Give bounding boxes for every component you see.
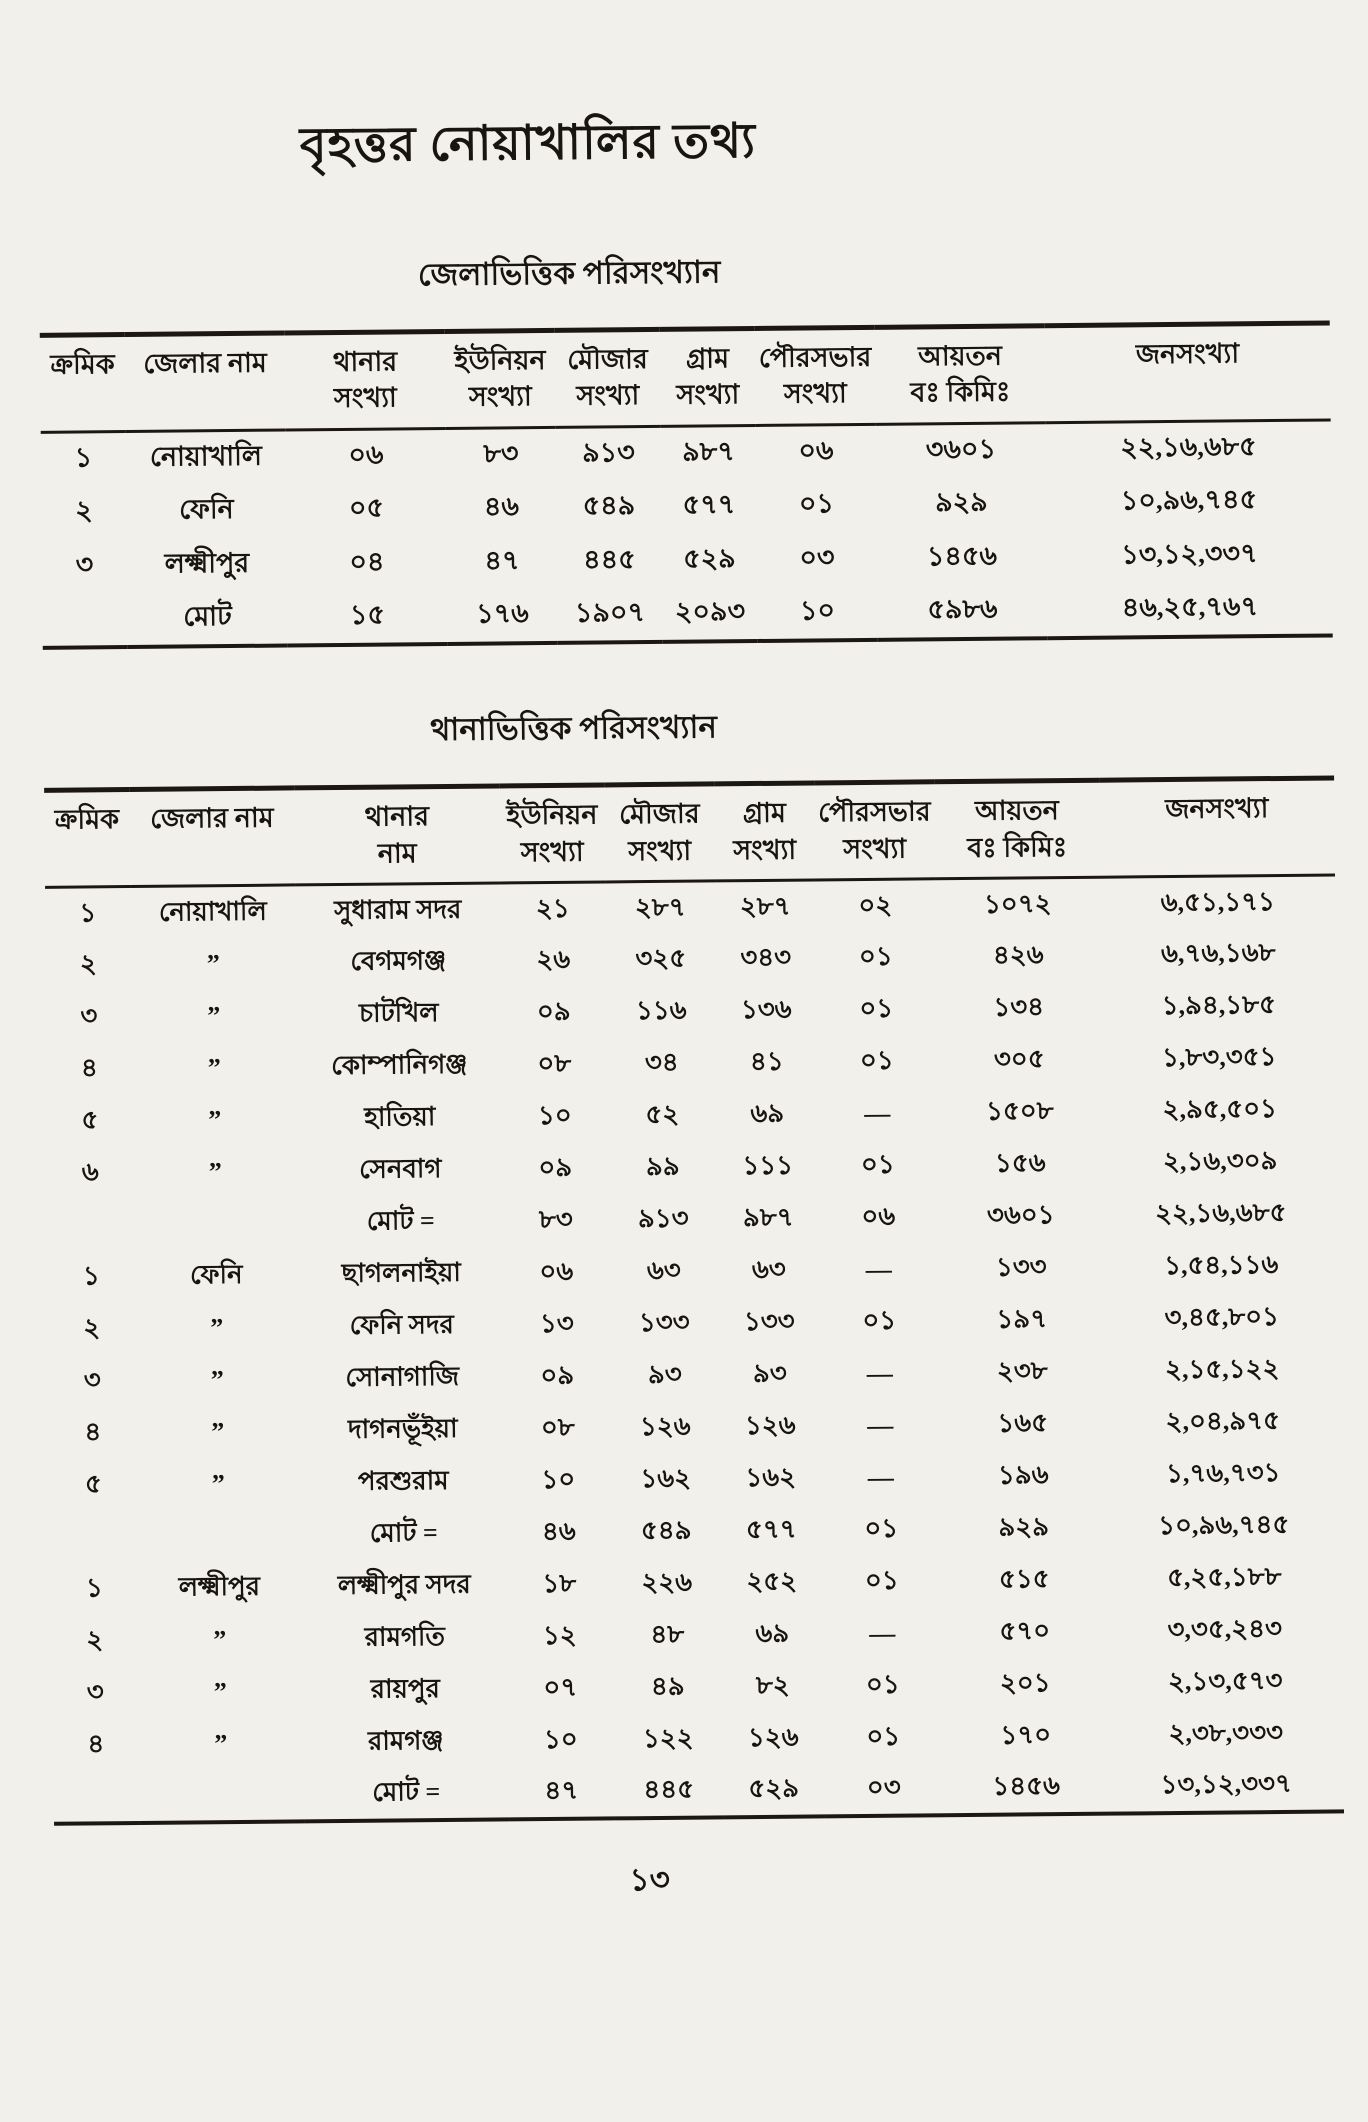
cell-mouza-count: ৬৩ — [646, 1255, 681, 1285]
cell-area: ৯২৯ — [934, 486, 988, 518]
cell-thana-name: রায়পুর — [370, 1673, 440, 1704]
cell-area: ১৭০ — [1000, 1719, 1052, 1750]
column-header-thana-count: থানার সংখ্যা — [285, 331, 446, 429]
cell-municipality-count: ০১ — [798, 488, 835, 519]
cell-thana-name: বেগমগঞ্জ — [350, 945, 447, 976]
cell-population: ৫,২৫,১৮৮ — [1166, 1561, 1282, 1592]
thana-table — [44, 776, 1344, 1826]
cell-population: ১৩,১২,৩৩৭ — [1160, 1768, 1293, 1799]
cell-union-count: ১০ — [537, 1100, 572, 1130]
cell-union-count: ১৮ — [542, 1568, 577, 1598]
cell-village-count: ৪১ — [749, 1046, 784, 1076]
cell-union-count: ২১ — [535, 893, 570, 923]
cell-population: ২,১৩,৫৭৩ — [1167, 1665, 1283, 1696]
cell-serial: ৩ — [75, 549, 94, 580]
cell-village-count: ৯৮৭ — [742, 1202, 794, 1232]
cell-area: ১৪৫৬ — [926, 540, 998, 572]
page-content — [38, 99, 1345, 1913]
feni-group — [49, 1239, 1342, 1563]
cell-thana-count: ০৪ — [349, 546, 385, 577]
cell-union-count: ০৮ — [540, 1412, 575, 1442]
cell-district: ” — [208, 1156, 222, 1187]
cell-union-count: ০৬ — [539, 1256, 574, 1286]
cell-district: ” — [210, 1364, 224, 1395]
cell-village-count: ১৩৬ — [740, 994, 792, 1024]
cell-municipality-count: — — [866, 1358, 893, 1388]
cell-serial: ২ — [86, 1625, 104, 1655]
cell-municipality-count: ০১ — [864, 1513, 899, 1543]
column-header-district: জেলার নাম — [129, 788, 295, 886]
column-header-population: জনসংখ্যা — [1045, 323, 1331, 423]
cell-thana-name: পরশুরাম — [357, 1465, 449, 1496]
cell-population: ২২,১৬,৬৮৫ — [1154, 1197, 1287, 1228]
cell-mouza-count: ৯১৩ — [637, 1203, 689, 1233]
noakhali-group — [45, 875, 1338, 1251]
district-table — [40, 320, 1333, 650]
cell-mouza-count: ৪৪৫ — [583, 544, 636, 575]
cell-area: ৫৯৮৬ — [927, 593, 998, 625]
cell-union-count: ৮৩ — [483, 437, 519, 469]
cell-population: ৩,৩৫,২৪৩ — [1167, 1613, 1283, 1644]
cell-village-count: ২৫২ — [746, 1566, 798, 1596]
cell-union-count: ৪৬ — [541, 1516, 576, 1546]
cell-municipality-count: — — [864, 1098, 891, 1128]
cell-village-count: ৫৭৭ — [682, 489, 736, 520]
cell-village-count: ৯৩ — [752, 1358, 787, 1388]
column-header-village-count: গ্রাম সংখ্যা — [714, 783, 815, 881]
column-header-mouza-count: মৌজার সংখ্যা — [555, 329, 661, 427]
cell-district: ” — [206, 948, 220, 979]
cell-village-count: ৮২ — [755, 1670, 790, 1700]
cell-union-count: ১৩ — [539, 1308, 574, 1338]
column-header-union-count: ইউনিয়ন সংখ্যা — [445, 330, 556, 428]
cell-district: ফেনি — [189, 1259, 243, 1290]
cell-municipality-count: ০৬ — [861, 1201, 896, 1231]
cell-municipality-count: — — [867, 1410, 894, 1440]
cell-area: ১০৭২ — [983, 888, 1052, 919]
cell-serial — [48, 1199, 133, 1252]
cell-mouza-count: ১১৬ — [635, 995, 687, 1025]
header-row — [44, 778, 1335, 887]
cell-area: ৪২৬ — [992, 939, 1044, 970]
cell-district: ” — [213, 1624, 227, 1655]
cell-area: ১৯৭ — [996, 1303, 1048, 1334]
cell-serial: ৩ — [83, 1365, 101, 1395]
cell-thana-name: লক্ষ্মীপুর সদর — [337, 1569, 471, 1600]
table-row — [54, 1759, 1344, 1823]
column-header-thana-name: থানার নাম — [294, 786, 500, 885]
cell-municipality-count: ০১ — [866, 1721, 901, 1751]
cell-mouza-count: ৯৩ — [647, 1359, 682, 1389]
cell-municipality-count: — — [867, 1462, 894, 1492]
cell-village-count: ১১১ — [742, 1150, 794, 1180]
cell-municipality-count: ০১ — [860, 1149, 895, 1179]
cell-union-count: ৪৬ — [483, 491, 520, 522]
cell-district: ফেনি — [179, 493, 234, 525]
cell-serial: ৪ — [84, 1417, 102, 1447]
column-header-serial: ক্রমিক — [44, 790, 130, 888]
cell-thana-name: কোম্পানিগঞ্জ — [331, 1049, 468, 1080]
column-header-municipality-count: পৌরসভার সংখ্যা — [755, 327, 876, 425]
cell-village-count: ৫৭৭ — [745, 1514, 797, 1544]
cell-population: ১,৯৪,১৮৫ — [1161, 989, 1277, 1020]
cell-population: ২,১৫,১২২ — [1164, 1353, 1280, 1384]
cell-village-count: ১২৬ — [744, 1410, 796, 1440]
cell-district: ” — [208, 1104, 222, 1135]
thana-table-title: থানাভিত্তিক পরিসংখ্যান — [430, 709, 718, 748]
district-table-body — [41, 420, 1333, 648]
cell-thana-count: ১৫ — [349, 599, 386, 630]
cell-municipality-count: ০২ — [858, 890, 893, 920]
cell-thana-name: রামগতি — [364, 1621, 446, 1652]
cell-area: ১৯৬ — [997, 1459, 1049, 1490]
column-header-area: আয়তন বঃ কিমিঃ — [934, 781, 1100, 879]
cell-thana-name: ছাগলনাইয়া — [341, 1257, 462, 1288]
cell-serial: ৪ — [80, 1053, 98, 1083]
cell-thana-name: হাতিয়া — [364, 1101, 436, 1132]
cell-union-count: ০৮ — [537, 1048, 572, 1078]
cell-thana-name: রামগঞ্জ — [367, 1725, 444, 1756]
column-header-mouza-count: মৌজার সংখ্যা — [604, 784, 715, 882]
cell-area: ৫১৫ — [998, 1563, 1050, 1594]
cell-population: ২,৯৫,৫০১ — [1162, 1093, 1278, 1124]
cell-mouza-count: ১৩৩ — [638, 1307, 690, 1337]
thana-table-header — [44, 778, 1335, 887]
cell-municipality-count: ০১ — [865, 1669, 900, 1699]
column-header-union-count: ইউনিয়ন সংখ্যা — [499, 785, 605, 883]
header-row — [40, 323, 1331, 432]
cell-thana-name: চাটখিল — [358, 997, 439, 1028]
cell-mouza-count: ৩৪ — [644, 1047, 679, 1077]
district-table-title: জেলাভিত্তিক পরিসংখ্যান — [417, 254, 721, 293]
cell-district: ” — [210, 1312, 224, 1343]
cell-union-count: ৪৭ — [484, 545, 520, 576]
cell-union-count: ১০ — [541, 1464, 576, 1494]
cell-serial — [54, 1771, 139, 1824]
cell-population: ২২,১৬,৬৮৫ — [1120, 430, 1257, 463]
cell-district: ” — [213, 1676, 227, 1706]
cell-area: ১৬৫ — [997, 1407, 1049, 1438]
cell-serial: ৪ — [87, 1729, 105, 1759]
cell-municipality-count: ০৩ — [799, 542, 835, 573]
cell-area: ২০১ — [999, 1667, 1051, 1698]
cell-serial: ৫ — [84, 1469, 102, 1499]
cell-thana-count: ০৫ — [348, 492, 385, 523]
cell-municipality-count: ০১ — [864, 1565, 899, 1595]
cell-population: ২,১৬,৩০৯ — [1162, 1145, 1278, 1176]
cell-area: ১৫৬ — [994, 1147, 1046, 1178]
page-title: বৃহত্তর নোয়াখালির তথ্য — [299, 114, 757, 173]
cell-village-count: ১২৬ — [747, 1722, 799, 1752]
cell-union-count: ১৭৬ — [475, 598, 529, 629]
cell-thana-count: ০৬ — [348, 439, 384, 470]
cell-village-count: ২০৯৩ — [674, 595, 746, 627]
cell-municipality-count: ১০ — [799, 595, 836, 626]
cell-area: ৫৭০ — [999, 1615, 1051, 1646]
column-header-area: আয়তন বঃ কিমিঃ — [875, 326, 1046, 425]
cell-union-count: ০৯ — [540, 1360, 575, 1390]
cell-population: ৬,৫১,১৭১ — [1160, 886, 1276, 917]
cell-district — [136, 1509, 301, 1563]
cell-municipality-count: ০১ — [862, 1305, 897, 1335]
cell-district: ” — [211, 1468, 225, 1499]
cell-municipality-count: ০১ — [859, 993, 894, 1023]
cell-area: ৯২৯ — [998, 1511, 1050, 1542]
cell-village-count: ৬৩ — [751, 1254, 786, 1284]
cell-mouza-count: ১৬২ — [640, 1463, 692, 1493]
lakshmipur-group — [52, 1551, 1344, 1823]
cell-population: ২,০৪,৯৭৫ — [1165, 1405, 1281, 1436]
cell-village-count: ৯৮৭ — [681, 435, 735, 467]
cell-thana-name: সেনবাগ — [358, 1153, 442, 1184]
cell-thana-name: মোট = — [369, 1517, 438, 1548]
cell-mouza-count: ১২২ — [642, 1723, 694, 1753]
cell-mouza-count: ৪৪৫ — [643, 1774, 695, 1804]
cell-population: ৬,৭৬,১৬৮ — [1160, 937, 1276, 968]
cell-mouza-count: ৫৪৯ — [582, 490, 636, 521]
cell-district: ” — [214, 1728, 228, 1758]
cell-serial: ৫ — [81, 1105, 99, 1135]
cell-mouza-count: ৯৯ — [645, 1151, 680, 1181]
cell-district: নোয়াখালি — [158, 896, 267, 927]
cell-thana-name: মোট = — [372, 1776, 441, 1807]
cell-union-count: ২৬ — [536, 944, 571, 974]
cell-municipality-count: — — [865, 1254, 892, 1284]
cell-village-count: ১৩৩ — [743, 1306, 795, 1336]
cell-union-count: ১২ — [542, 1620, 577, 1650]
cell-serial: ২ — [83, 1313, 101, 1343]
cell-area: ২৩৮ — [996, 1355, 1048, 1386]
cell-area: ৩৬০১ — [925, 433, 997, 464]
cell-union-count: ৮৩ — [538, 1204, 573, 1234]
cell-serial: ১ — [79, 897, 97, 928]
cell-thana-name: সোনাগাজি — [345, 1361, 460, 1392]
cell-district: মোট — [183, 600, 232, 632]
district-table-header — [40, 323, 1331, 432]
table-row — [42, 582, 1332, 648]
cell-population: ১,৭৬,৭৩১ — [1165, 1457, 1281, 1488]
cell-village-count: ২৮৭ — [739, 891, 791, 921]
cell-mouza-count: ১২৬ — [639, 1411, 691, 1441]
cell-village-count: ৫২৯ — [748, 1773, 800, 1803]
cell-district — [139, 1769, 304, 1823]
cell-population: ১,৮৩,৩৫১ — [1161, 1041, 1277, 1072]
cell-mouza-count: ৫২ — [645, 1099, 680, 1129]
cell-municipality-count: — — [869, 1618, 896, 1648]
cell-thana-name: দাগনভূঁইয়া — [347, 1413, 458, 1444]
cell-mouza-count: ৪৮ — [650, 1619, 685, 1649]
cell-village-count: ৩৪৩ — [740, 942, 792, 972]
cell-mouza-count: ১৯০৭ — [574, 596, 646, 628]
cell-municipality-count: ০১ — [859, 1045, 894, 1075]
cell-district: লক্ষ্মীপুর — [178, 1571, 261, 1602]
cell-serial: ৩ — [86, 1677, 104, 1707]
column-header-district: জেলার নাম — [125, 333, 286, 431]
cell-municipality-count: ০৩ — [866, 1772, 901, 1802]
cell-thana-name: সুধারাম সদর — [334, 894, 462, 925]
cell-serial: ১ — [85, 1573, 103, 1603]
cell-district: ” — [207, 1052, 221, 1083]
cell-population: ১৩,১২,৩৩৭ — [1121, 538, 1258, 570]
column-header-municipality-count: পৌরসভার সংখ্যা — [814, 782, 935, 880]
cell-district — [133, 1197, 298, 1251]
cell-thana-name: ফেনি সদর — [349, 1309, 455, 1340]
column-header-population: জনসংখ্যা — [1099, 778, 1335, 877]
cell-district: ” — [207, 1000, 221, 1031]
cell-district: ” — [211, 1416, 225, 1447]
cell-mouza-count: ৫৪৯ — [640, 1515, 692, 1545]
cell-mouza-count: ২৮৭ — [634, 892, 686, 922]
cell-population: ১০,৯৬,৭৪৫ — [1120, 484, 1258, 516]
cell-mouza-count: ৪৯ — [650, 1671, 685, 1701]
cell-population: ১০,৯৬,৭৪৫ — [1158, 1509, 1290, 1540]
cell-serial: ১ — [82, 1261, 100, 1291]
cell-serial: ১ — [74, 441, 93, 473]
cell-district: লক্ষ্মীপুর — [164, 547, 250, 579]
scanned-page — [0, 99, 1368, 1914]
column-header-village-count: গ্রাম সংখ্যা — [660, 328, 756, 426]
cell-mouza-count: ৩২৫ — [635, 943, 687, 973]
cell-municipality-count: ০৬ — [798, 434, 834, 466]
cell-population: ৪৬,২৫,৭৬৭ — [1121, 591, 1259, 623]
cell-village-count: ৬৯ — [750, 1098, 785, 1128]
cell-area: ১৫০৮ — [985, 1095, 1054, 1126]
cell-village-count: ৫২৯ — [682, 543, 736, 574]
cell-area: ৩৬০১ — [986, 1199, 1055, 1230]
cell-district: নোয়াখালি — [149, 440, 263, 472]
cell-serial: ৩ — [80, 1001, 98, 1031]
cell-serial: ৬ — [81, 1157, 99, 1187]
cell-population: ৩,৪৫,৮০১ — [1164, 1301, 1280, 1332]
cell-village-count: ১৬২ — [745, 1462, 797, 1492]
cell-area: ১৩৪ — [993, 991, 1045, 1022]
cell-area: ৩০৫ — [993, 1043, 1045, 1074]
cell-population: ১,৫৪,১১৬ — [1163, 1249, 1279, 1280]
cell-union-count: ০৯ — [538, 1152, 573, 1182]
cell-village-count: ৬৯ — [755, 1618, 790, 1648]
cell-union-count: ১০ — [543, 1724, 578, 1754]
page-number: ১৩ — [629, 1861, 670, 1898]
cell-mouza-count: ২২৬ — [641, 1567, 693, 1597]
cell-serial: ২ — [79, 949, 97, 979]
cell-mouza-count: ৯১৩ — [581, 436, 635, 468]
cell-population: ২,৩৮,৩৩৩ — [1168, 1717, 1284, 1748]
cell-union-count: ০৭ — [543, 1672, 578, 1702]
column-header-serial: ক্রমিক — [40, 335, 126, 433]
cell-serial — [42, 593, 128, 648]
cell-union-count: ৪৭ — [544, 1775, 579, 1805]
cell-municipality-count: ০১ — [858, 941, 893, 971]
cell-area: ১৩৩ — [995, 1251, 1047, 1282]
cell-serial: ২ — [75, 495, 93, 526]
cell-union-count: ০৯ — [536, 996, 571, 1026]
cell-thana-name: মোট = — [366, 1205, 435, 1236]
cell-area: ১৪৫৬ — [992, 1770, 1061, 1801]
cell-serial — [51, 1511, 136, 1564]
